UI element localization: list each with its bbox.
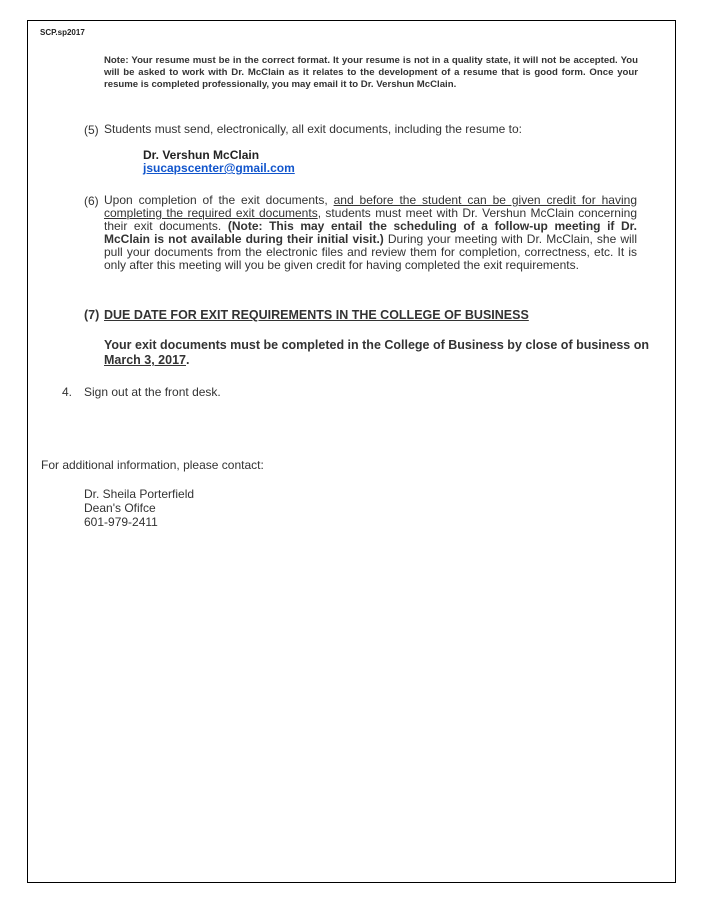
item-6-bold-note: (Note: This may entail the scheduling of a follow-up meeting if Dr. McClain is not available during their initial visit.) <box>104 219 637 246</box>
item-5-number: (5) <box>84 123 99 137</box>
item-6-number: (6) <box>84 194 99 208</box>
due-date-period: . <box>186 353 190 367</box>
dean-name: Dr. Sheila Porterfield <box>84 487 195 501</box>
due-date-heading: DUE DATE FOR EXIT REQUIREMENTS IN THE COLLEGE OF BUSINESS <box>104 308 529 322</box>
item-6-text-a: Upon completion of the exit documents, <box>104 193 334 207</box>
item-6-text-b: , students must meet with Dr. Vershun McClain concerning their exit documents. <box>104 206 637 233</box>
item-7-number: (7) <box>84 308 100 322</box>
due-date-value: March 3, 2017 <box>104 353 186 367</box>
additional-info-intro: For additional information, please contact: <box>41 458 264 472</box>
due-date-sentence: Your exit documents must be completed in the College of Business by close of business on <box>104 338 650 352</box>
item-5-text: Students must send, electronically, all exit documents, including the resume to: <box>104 122 522 136</box>
contact-email-link[interactable]: jsucapscenter@gmail.com <box>143 161 295 175</box>
dean-phone: 601-979-2411 <box>84 515 158 529</box>
item-6-text <box>104 194 637 272</box>
item-6-underlined-text: and before the student can be given credit for having completing the required exit documents <box>104 193 637 220</box>
step-4-number: 4. <box>62 385 73 399</box>
document-page <box>27 20 676 883</box>
sign-out-instruction: Sign out at the front desk. <box>84 385 221 399</box>
contact-name: Dr. Vershun McClain <box>143 148 260 162</box>
document-code: SCP.sp2017 <box>40 28 85 37</box>
dean-office: Dean's Ofifce <box>84 501 156 515</box>
due-date-text <box>104 338 664 368</box>
item-6-text-c: During your meeting with Dr. McClain, she will pull your documents from the electronic files and review them for completion, correctness, etc. It is only after this meeting will you be given credit for having completed the exit requirements. <box>104 232 638 272</box>
dean-contact-block <box>84 487 194 529</box>
resume-format-note: Note: Your resume must be in the correct format. It your resume is not in a quality state, it will not be accepted. You will be asked to work with Dr. McClain as it relates to the development of a resume that is good form. Once your resume is completed professionally, you may email it to Dr. Vershun McClain. <box>104 55 638 90</box>
